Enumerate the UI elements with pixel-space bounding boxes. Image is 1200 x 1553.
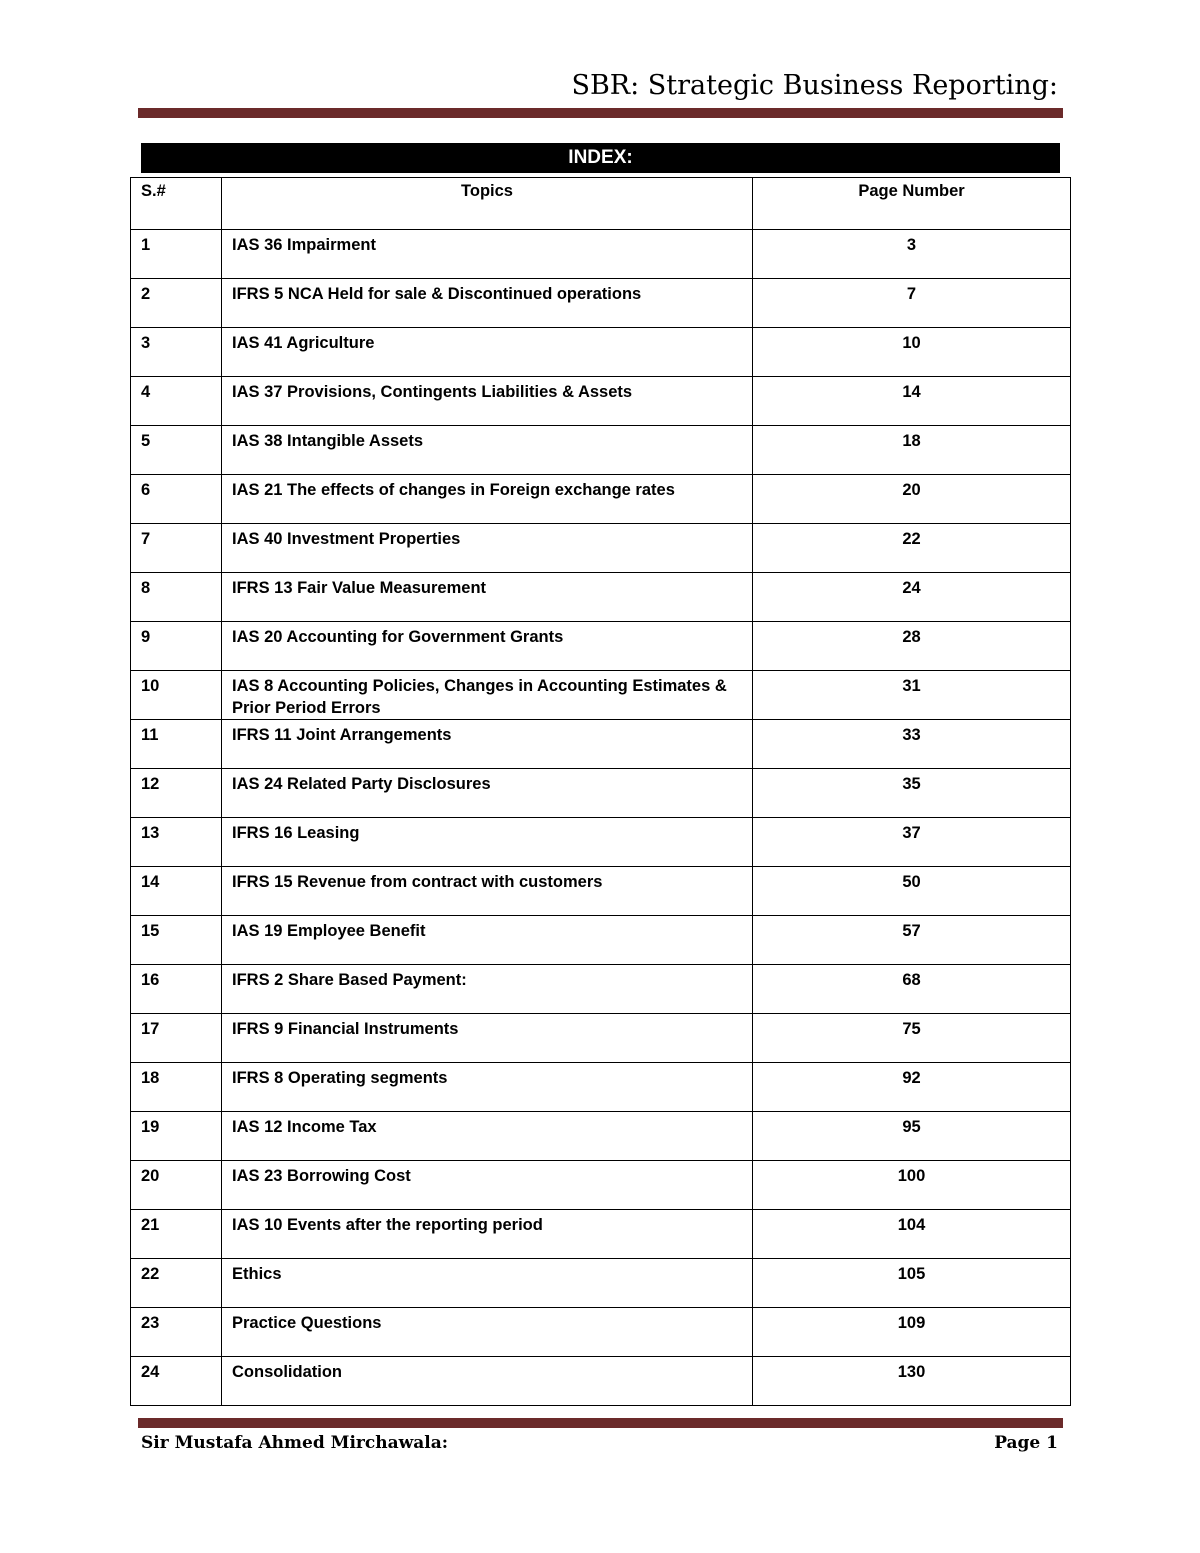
row-serial-number: 20	[131, 1161, 222, 1210]
table-header-row	[131, 178, 1071, 230]
column-header-serial: S.#	[131, 178, 222, 230]
row-page-number: 104	[753, 1210, 1071, 1259]
row-topic: IAS 10 Events after the reporting period	[222, 1210, 753, 1259]
row-page-number: 35	[753, 769, 1071, 818]
row-topic: IAS 21 The effects of changes in Foreign exchange rates	[222, 475, 753, 524]
index-table	[130, 177, 1071, 1406]
row-serial-number: 24	[131, 1357, 222, 1406]
row-page-number: 92	[753, 1063, 1071, 1112]
table-row	[131, 867, 1071, 916]
table-row	[131, 1308, 1071, 1357]
row-topic: IFRS 13 Fair Value Measurement	[222, 573, 753, 622]
row-topic: IAS 24 Related Party Disclosures	[222, 769, 753, 818]
row-page-number: 14	[753, 377, 1071, 426]
row-topic: Ethics	[222, 1259, 753, 1308]
table-row	[131, 377, 1071, 426]
row-serial-number: 23	[131, 1308, 222, 1357]
document-header-title: SBR: Strategic Business Reporting:	[571, 70, 1058, 101]
row-topic: IAS 38 Intangible Assets	[222, 426, 753, 475]
row-topic: IFRS 9 Financial Instruments	[222, 1014, 753, 1063]
row-page-number: 10	[753, 328, 1071, 377]
row-page-number: 28	[753, 622, 1071, 671]
row-page-number: 3	[753, 230, 1071, 279]
table-row	[131, 475, 1071, 524]
table-row	[131, 671, 1071, 720]
row-serial-number: 10	[131, 671, 222, 720]
row-topic: IAS 40 Investment Properties	[222, 524, 753, 573]
table-row	[131, 965, 1071, 1014]
table-row	[131, 328, 1071, 377]
row-serial-number: 3	[131, 328, 222, 377]
table-row	[131, 426, 1071, 475]
row-topic: IAS 36 Impairment	[222, 230, 753, 279]
table-row	[131, 1161, 1071, 1210]
row-topic: IAS 41 Agriculture	[222, 328, 753, 377]
row-topic: IFRS 15 Revenue from contract with customers	[222, 867, 753, 916]
table-row	[131, 818, 1071, 867]
row-serial-number: 17	[131, 1014, 222, 1063]
row-topic: Consolidation	[222, 1357, 753, 1406]
row-serial-number: 14	[131, 867, 222, 916]
row-topic: IAS 37 Provisions, Contingents Liabilities & Assets	[222, 377, 753, 426]
row-serial-number: 19	[131, 1112, 222, 1161]
footer-rule	[138, 1418, 1063, 1428]
row-topic: IAS 20 Accounting for Government Grants	[222, 622, 753, 671]
row-page-number: 109	[753, 1308, 1071, 1357]
row-serial-number: 16	[131, 965, 222, 1014]
row-topic: IFRS 8 Operating segments	[222, 1063, 753, 1112]
row-topic: Practice Questions	[222, 1308, 753, 1357]
row-page-number: 20	[753, 475, 1071, 524]
row-page-number: 50	[753, 867, 1071, 916]
row-serial-number: 22	[131, 1259, 222, 1308]
row-serial-number: 21	[131, 1210, 222, 1259]
index-heading: INDEX:	[141, 143, 1060, 173]
table-row	[131, 230, 1071, 279]
table-row	[131, 1259, 1071, 1308]
row-serial-number: 5	[131, 426, 222, 475]
table-row	[131, 573, 1071, 622]
row-page-number: 130	[753, 1357, 1071, 1406]
row-topic: IAS 19 Employee Benefit	[222, 916, 753, 965]
row-page-number: 18	[753, 426, 1071, 475]
table-row	[131, 622, 1071, 671]
row-page-number: 24	[753, 573, 1071, 622]
row-page-number: 95	[753, 1112, 1071, 1161]
row-page-number: 31	[753, 671, 1071, 720]
row-serial-number: 13	[131, 818, 222, 867]
row-serial-number: 7	[131, 524, 222, 573]
table-row	[131, 1063, 1071, 1112]
footer-page-number: Page 1	[994, 1433, 1058, 1453]
table-row	[131, 279, 1071, 328]
row-topic: IAS 12 Income Tax	[222, 1112, 753, 1161]
column-header-topics: Topics	[222, 178, 753, 230]
row-page-number: 75	[753, 1014, 1071, 1063]
table-row	[131, 1357, 1071, 1406]
table-row	[131, 769, 1071, 818]
row-page-number: 68	[753, 965, 1071, 1014]
row-serial-number: 8	[131, 573, 222, 622]
index-table-body	[131, 230, 1071, 1406]
row-page-number: 7	[753, 279, 1071, 328]
row-page-number: 57	[753, 916, 1071, 965]
table-row	[131, 524, 1071, 573]
row-serial-number: 6	[131, 475, 222, 524]
table-row	[131, 916, 1071, 965]
row-topic: IFRS 5 NCA Held for sale & Discontinued operations	[222, 279, 753, 328]
header-rule	[138, 108, 1063, 118]
row-serial-number: 9	[131, 622, 222, 671]
table-row	[131, 1112, 1071, 1161]
row-serial-number: 11	[131, 720, 222, 769]
row-topic: IAS 23 Borrowing Cost	[222, 1161, 753, 1210]
row-serial-number: 12	[131, 769, 222, 818]
row-serial-number: 15	[131, 916, 222, 965]
row-topic: IAS 8 Accounting Policies, Changes in Accounting Estimates & Prior Period Errors	[222, 671, 753, 720]
column-header-page-number: Page Number	[753, 178, 1071, 230]
row-page-number: 33	[753, 720, 1071, 769]
row-topic: IFRS 16 Leasing	[222, 818, 753, 867]
row-page-number: 22	[753, 524, 1071, 573]
row-serial-number: 18	[131, 1063, 222, 1112]
table-row	[131, 1014, 1071, 1063]
table-row	[131, 1210, 1071, 1259]
table-row	[131, 720, 1071, 769]
row-page-number: 105	[753, 1259, 1071, 1308]
row-serial-number: 1	[131, 230, 222, 279]
row-serial-number: 4	[131, 377, 222, 426]
row-serial-number: 2	[131, 279, 222, 328]
row-topic: IFRS 11 Joint Arrangements	[222, 720, 753, 769]
row-page-number: 100	[753, 1161, 1071, 1210]
row-page-number: 37	[753, 818, 1071, 867]
footer-author: Sir Mustafa Ahmed Mirchawala:	[141, 1433, 448, 1453]
row-topic: IFRS 2 Share Based Payment:	[222, 965, 753, 1014]
